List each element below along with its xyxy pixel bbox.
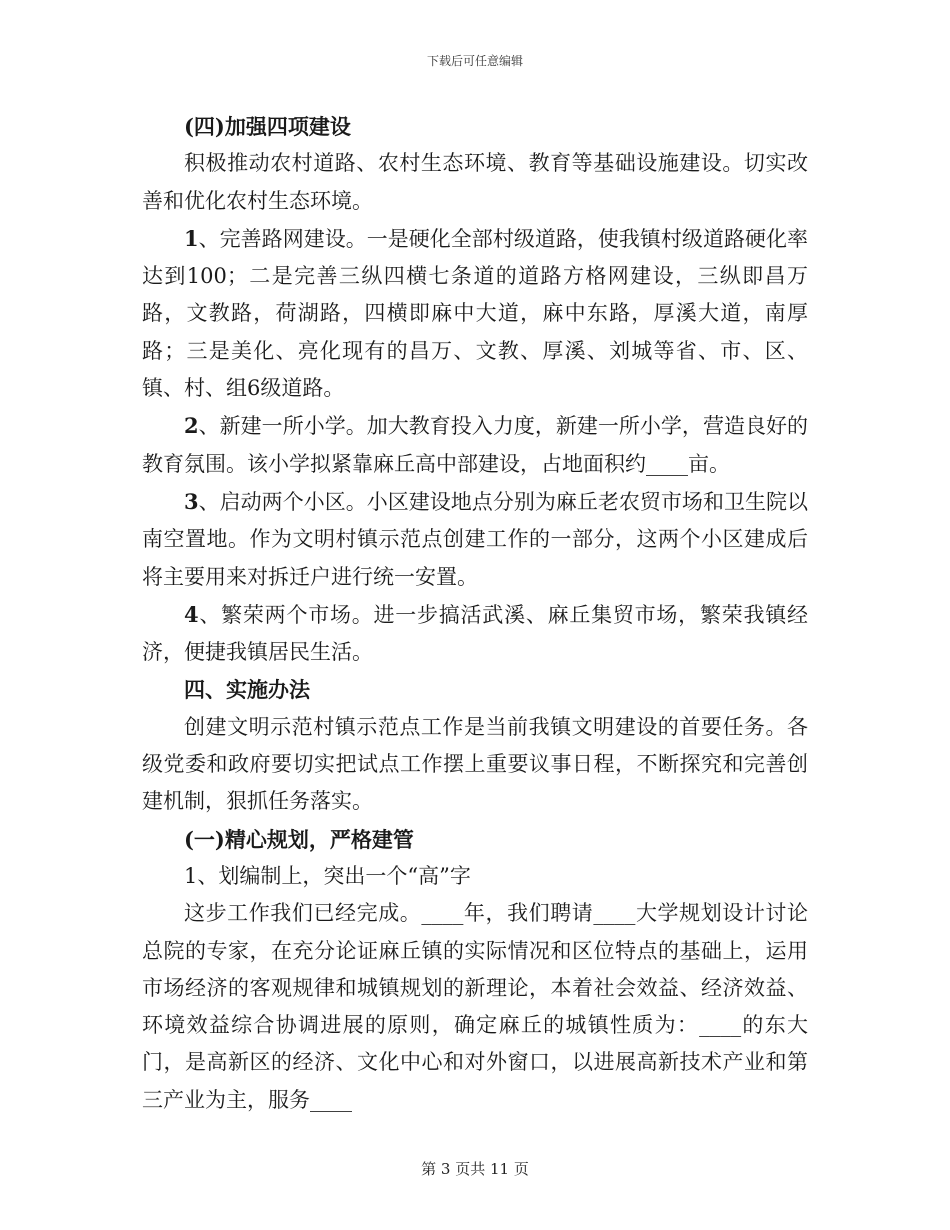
paragraph-planning-detail: 这步工作我们已经完成。____年，我们聘请____大学规划设计讨论总院的专家，在充分论证麻丘镇的实际情况和区位特点的基础上，运用市场经济的客观规律和城镇规划的新理论，本着社会效益、经济效益、环境效益综合协调进展的原则，确定麻丘的城镇性质为：____的东大门，是高新区的经济、文化中心和对外窗口，以进展高新技术产业和第三产业为主，服务____ [142,901,808,1112]
page-header: 下载后可任意编辑 [426,54,523,68]
subsection-heading-planning: (一)精心规划，严格建管 [184,826,414,852]
section-heading-implementation: 四、实施办法 [184,677,310,703]
item-text: 、完善路网建设。一是硬化全部村级道路，使我镇村级道路硬化率达到100；二是完善三纵四横七条道的道路方格网建设，三纵即昌万路，文教路，荷湖路，四横即麻中大道，麻中东路，厚溪大道，南厚路；三是美化、亮化现有的昌万、文教、厚溪、刘城等省、市、区、镇、村、组6级道路。 [142,226,808,401]
item-number: 3 [184,488,199,514]
paragraph-planning-point: 1、划编制上，突出一个“高”字 [184,863,471,888]
paragraph-two-markets [142,596,808,672]
paragraph-intro: 积极推动农村道路、农村生态环境、教育等基础设施建设。切实改善和优化农村生态环境。 [142,151,808,213]
paragraph-implementation: 创建文明示范村镇示范点工作是当前我镇文明建设的首要任务。各级党委和政府要切实把试点工作摆上重要议事日程，不断探究和完善创建机制，狠抓任务落实。 [142,714,808,814]
item-text: 、新建一所小学。加大教育投入力度，新建一所小学，营造良好的教育氛围。该小学拟紧靠麻丘高中部建设，占地面积约____亩。 [142,414,808,476]
item-number: 2 [184,413,199,439]
paragraph-two-communities [142,483,808,596]
item-text: 、启动两个小区。小区建设地点分别为麻丘老农贸市场和卫生院以南空置地。作为文明村镇示范点创建工作的一部分，这两个小区建成后将主要用来对拆迁户进行统一安置。 [142,489,808,589]
paragraph-road-network [142,220,808,407]
document-body [142,108,808,1119]
item-number: 1 [184,225,199,251]
item-text: 、繁荣两个市场。进一步搞活武溪、麻丘集贸市场，繁荣我镇经济，便捷我镇居民生活。 [142,602,808,665]
page-number: 第 3 页共 11 页 [421,1160,529,1178]
item-number: 4 [184,601,199,627]
section-heading-four-constructions: (四)加强四项建设 [184,114,351,139]
paragraph-new-school [142,407,808,483]
